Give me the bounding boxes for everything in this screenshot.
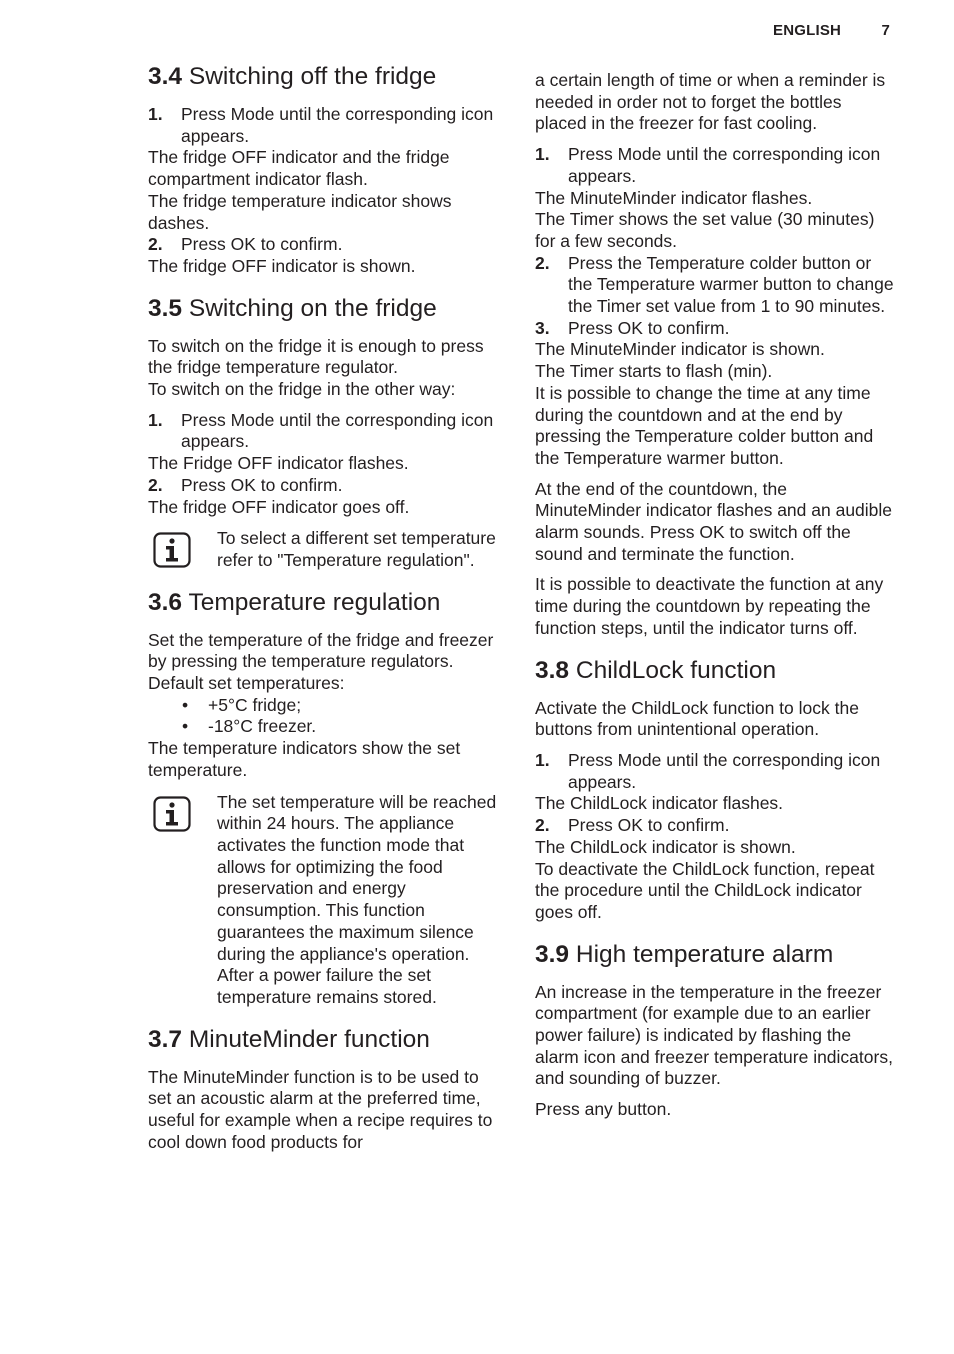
section-number: 3.8 bbox=[535, 656, 570, 684]
body-text: Set the temperature of the fridge and freezer by pressing the temperature regulators. bbox=[148, 629, 494, 672]
section-title: Switching off the fridge bbox=[188, 63, 437, 90]
body-text: To switch on the fridge in the other way: bbox=[148, 379, 456, 400]
step-item bbox=[535, 318, 895, 340]
section-number: 3.9 bbox=[535, 940, 570, 968]
section-heading bbox=[148, 294, 500, 324]
bullet-text: +5°C fridge; bbox=[208, 694, 302, 715]
body-text: The MinuteMinder indicator is shown. bbox=[535, 339, 825, 360]
section-3-7-continued bbox=[535, 70, 895, 640]
section-title: MinuteMinder function bbox=[188, 1025, 430, 1053]
step-text: Press Mode until the corresponding icon appears. bbox=[568, 144, 881, 186]
section-title: High temperature alarm bbox=[575, 940, 834, 968]
body-text: To switch on the fridge it is enough to press the fridge temperature regulator. bbox=[148, 335, 484, 378]
step-text: Press OK to confirm. bbox=[568, 815, 730, 836]
bullet-dot: • bbox=[182, 694, 189, 715]
step-text: Press the Temperature colder button or the Temperature warmer button to change the Timer set value from 1 to 90 minutes. bbox=[568, 252, 894, 317]
body-text: The fridge temperature indicator shows dashes. bbox=[148, 190, 452, 233]
body-text: Default set temperatures: bbox=[148, 673, 345, 694]
step-number: 3. bbox=[535, 317, 550, 338]
body-text: The Timer starts to flash (min). bbox=[535, 361, 773, 382]
page-number: 7 bbox=[881, 22, 890, 39]
body-text: Activate the ChildLock function to lock the buttons from unintentional operation. bbox=[535, 697, 859, 740]
body-text: The ChildLock indicator flashes. bbox=[535, 793, 784, 814]
step-item bbox=[148, 234, 500, 256]
step-item bbox=[148, 104, 500, 147]
body-text: It is possible to change the time at any time during the countdown and at the end by pressing the Temperature colder button and the Temperature warmer button. bbox=[535, 382, 874, 468]
section-title: Temperature regulation bbox=[188, 588, 441, 616]
section-heading bbox=[148, 1025, 500, 1055]
step-number: 2. bbox=[535, 252, 550, 273]
body-text: To deactivate the ChildLock function, repeat the procedure until the ChildLock indicator goes off. bbox=[535, 858, 875, 922]
section-heading bbox=[148, 588, 500, 618]
step-text: Press OK to confirm. bbox=[181, 234, 343, 255]
info-note bbox=[148, 792, 500, 1009]
section-3-6 bbox=[148, 588, 500, 1009]
language-label: ENGLISH bbox=[773, 22, 842, 39]
step-number: 1. bbox=[535, 144, 550, 165]
body-text: The fridge OFF indicator is shown. bbox=[148, 255, 416, 276]
step-text: Press OK to confirm. bbox=[568, 317, 730, 338]
step-text: Press OK to confirm. bbox=[181, 474, 343, 495]
info-note bbox=[148, 528, 500, 571]
section-3-8 bbox=[535, 656, 895, 924]
section-heading bbox=[148, 62, 500, 92]
section-number: 3.4 bbox=[148, 63, 183, 90]
step-text: Press Mode until the corresponding icon appears. bbox=[568, 749, 881, 792]
section-number: 3.6 bbox=[148, 588, 183, 616]
section-3-9 bbox=[535, 940, 895, 1121]
body-text: The MinuteMinder function is to be used to set an acoustic alarm at the preferred time, useful for example when a recipe requires to cool down food products for bbox=[148, 1066, 493, 1152]
step-number: 1. bbox=[535, 749, 550, 770]
note-text: To select a different set temperature refer to "Temperature regulation". bbox=[217, 528, 496, 570]
bullet-text: -18°C freezer. bbox=[208, 716, 317, 737]
section-number: 3.7 bbox=[148, 1025, 183, 1053]
step-item bbox=[535, 750, 895, 793]
step-item bbox=[535, 815, 895, 837]
section-title: Switching on the fridge bbox=[188, 294, 437, 322]
section-title: ChildLock function bbox=[575, 656, 777, 684]
body-text: Press any button. bbox=[535, 1099, 672, 1120]
step-number: 2. bbox=[148, 474, 163, 495]
step-text: Press Mode until the corresponding icon appears. bbox=[181, 104, 494, 146]
section-heading bbox=[535, 656, 895, 686]
bullet-item bbox=[148, 716, 500, 738]
step-number: 2. bbox=[148, 234, 163, 255]
body-text: The temperature indicators show the set temperature. bbox=[148, 738, 461, 780]
step-item bbox=[535, 253, 895, 318]
body-text: a certain length of time or when a reminder is needed in order not to forget the bottles placed in the freezer for fast cooling. bbox=[535, 70, 886, 134]
section-3-4 bbox=[148, 62, 500, 278]
step-item bbox=[148, 475, 500, 497]
step-number: 1. bbox=[148, 409, 163, 430]
section-3-7 bbox=[148, 1025, 500, 1154]
info-icon bbox=[148, 792, 217, 1009]
step-number: 1. bbox=[148, 104, 163, 124]
body-text: The fridge OFF indicator goes off. bbox=[148, 496, 410, 517]
step-number: 2. bbox=[535, 815, 550, 836]
page-header bbox=[773, 22, 890, 39]
info-icon bbox=[148, 528, 217, 571]
section-3-5 bbox=[148, 294, 500, 572]
bullet-dot: • bbox=[182, 716, 189, 737]
right-column bbox=[535, 70, 895, 1137]
body-text: The ChildLock indicator is shown. bbox=[535, 836, 796, 857]
bullet-item bbox=[148, 695, 500, 717]
body-text: At the end of the countdown, the MinuteMinder indicator flashes and an audible alarm sounds. Press OK to switch off the sound and terminate the function. bbox=[535, 478, 893, 564]
body-text: The Timer shows the set value (30 minutes) for a few seconds. bbox=[535, 209, 875, 251]
body-text: It is possible to deactivate the function at any time during the countdown by repeating the function steps, until the indicator turns off. bbox=[535, 574, 884, 638]
section-number: 3.5 bbox=[148, 294, 183, 322]
body-text: The MinuteMinder indicator flashes. bbox=[535, 187, 813, 208]
step-item bbox=[148, 410, 500, 453]
step-text: Press Mode until the corresponding icon appears. bbox=[181, 409, 494, 452]
body-text: The fridge OFF indicator and the fridge compartment indicator flash. bbox=[148, 147, 450, 190]
body-text: The Fridge OFF indicator flashes. bbox=[148, 453, 409, 474]
body-text: An increase in the temperature in the freezer compartment (for example due to an earlier power failure) is indicated by flashing the alarm icon and freezer temperature indicators, and sounding of buzzer. bbox=[535, 981, 893, 1089]
note-text: The set temperature will be reached within 24 hours. The appliance activates the function mode that allows for optimizing the food preservation and energy consumption. This function guarantees the maximum silence during the appliance's operation. After a power failure the set temperature remains stored. bbox=[217, 791, 497, 1007]
step-item bbox=[535, 144, 895, 187]
left-column bbox=[148, 62, 500, 1169]
section-heading bbox=[535, 940, 895, 970]
